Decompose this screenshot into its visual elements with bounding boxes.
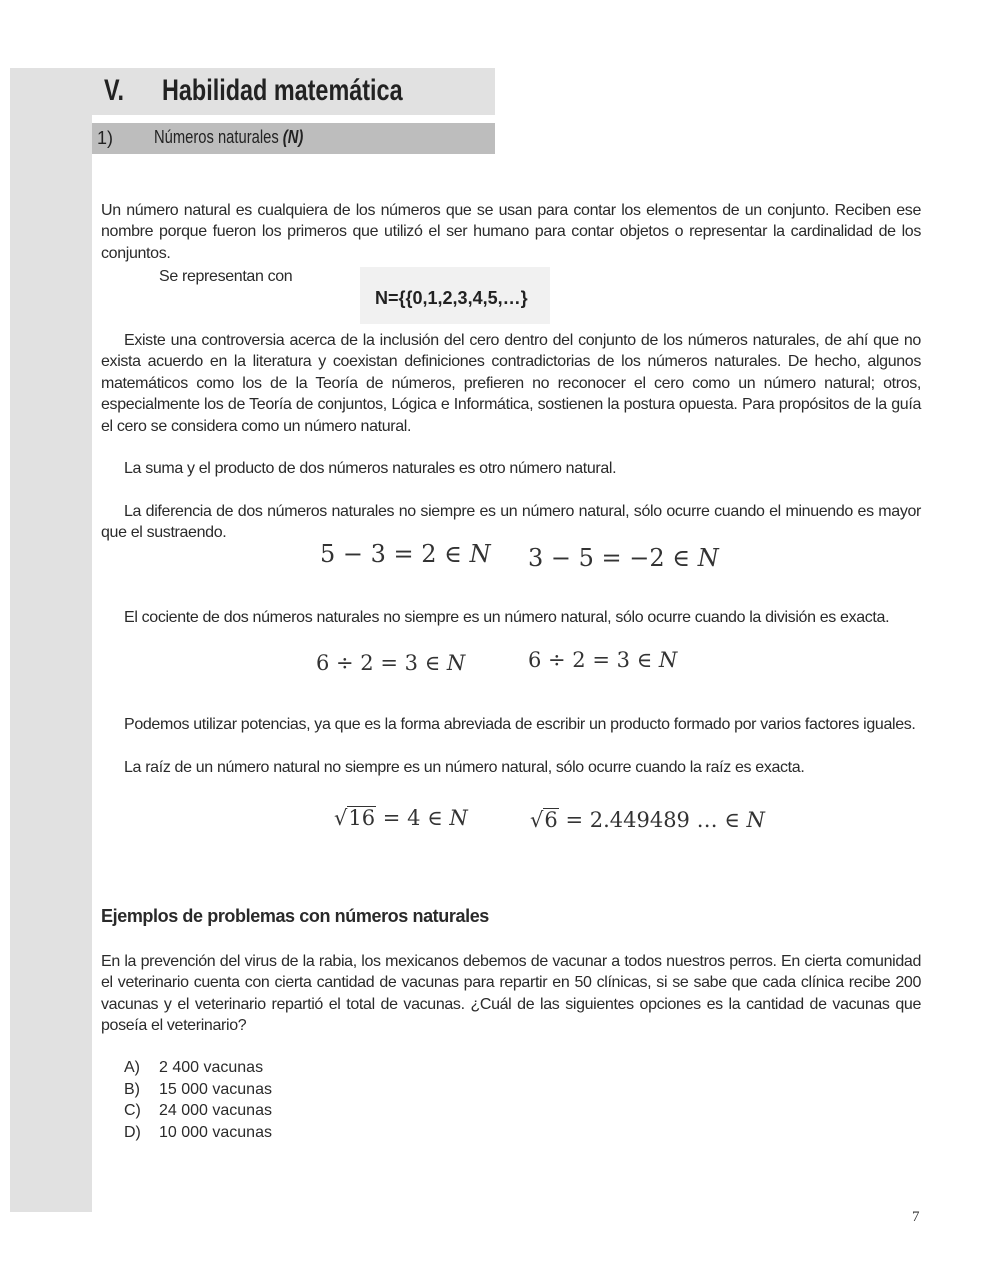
subsection-title bbox=[154, 127, 303, 148]
formula-quotient-b-expr: 6 ÷ 2 = 3 ∈ bbox=[528, 648, 659, 672]
option-b bbox=[124, 1079, 272, 1100]
option-text: 2 400 vacunas bbox=[159, 1059, 264, 1076]
option-d bbox=[124, 1122, 272, 1143]
natural-set-symbol: N bbox=[697, 544, 719, 572]
powers-paragraph: Podemos utilizar potencias, ya que es la forma abreviada de escribir un producto formado por varios factores iguales. bbox=[124, 716, 916, 733]
quotient-paragraph: El cociente de dos números naturales no siempre es un número natural, sólo ocurre cuando la división es exacta. bbox=[124, 609, 890, 626]
option-c bbox=[124, 1100, 272, 1121]
option-text: 24 000 vacunas bbox=[159, 1102, 272, 1119]
formula-quotient-a bbox=[316, 651, 465, 675]
formula-difference-negative bbox=[528, 544, 719, 572]
root-paragraph: La raíz de un número natural no siempre es un número natural, sólo ocurre cuando la raíz es exacta. bbox=[124, 759, 805, 776]
subsection-symbol: (N) bbox=[282, 127, 304, 147]
option-text: 10 000 vacunas bbox=[159, 1124, 272, 1141]
natural-set-symbol: N bbox=[446, 651, 466, 675]
option-text: 15 000 vacunas bbox=[159, 1081, 272, 1098]
difference-paragraph: La diferencia de dos números naturales no siempre es un número natural, sólo ocurre cuando el minuendo es mayor que el sustraendo. bbox=[101, 503, 921, 542]
section-number: V. bbox=[104, 74, 124, 107]
problem-paragraph: En la prevención del virus de la rabia, los mexicanos debemos de vacunar a todos nuestros perros. En cierta comunidad el veterinario cuenta con cierta cantidad de vacunas para repartir en 50 clínicas, si se sabe que cada clínica recibe 200 vacunas y el veterinario repartió el total de vacunas. ¿Cuál de las siguientes opciones es la cantidad de vacunas que poseía el veterinario? bbox=[101, 953, 921, 1035]
subsection-number: 1) bbox=[97, 128, 114, 148]
formula-root-inexact-rest: = 2.449489 … ∈ bbox=[558, 808, 747, 832]
formula-root-exact-rest: = 4 ∈ bbox=[376, 806, 450, 830]
natural-set-symbol: N bbox=[469, 540, 491, 568]
formula-quotient-a-expr: 6 ÷ 2 = 3 ∈ bbox=[316, 651, 447, 675]
examples-heading: Ejemplos de problemas con números naturales bbox=[101, 906, 489, 926]
formula-difference-natural-expr: 5 − 3 = 2 ∈ bbox=[320, 540, 470, 568]
natural-set-symbol: N bbox=[746, 808, 765, 832]
radicand: 6 bbox=[544, 808, 558, 832]
page-number: 7 bbox=[912, 1209, 920, 1225]
represent-label: Se representan con bbox=[159, 268, 293, 285]
formula-root-inexact bbox=[530, 808, 765, 832]
section-title: Habilidad matemática bbox=[162, 74, 403, 107]
radical-sign-icon: √ bbox=[530, 808, 544, 832]
radical-sign-icon: √ bbox=[334, 806, 348, 830]
subsection-title-text: Números naturales bbox=[154, 127, 283, 147]
option-a bbox=[124, 1057, 263, 1078]
natural-set-symbol: N bbox=[658, 648, 678, 672]
formula-quotient-b bbox=[528, 648, 677, 672]
formula-difference-negative-expr: 3 − 5 = −2 ∈ bbox=[528, 544, 698, 572]
intro-paragraph: Un número natural es cualquiera de los números que se usan para contar los elementos de un conjunto. Reciben ese nombre porque fueron los primeros que utilizó el ser humano para contar objetos o representar la cardinalidad de los conjuntos. bbox=[101, 202, 921, 262]
set-notation: N={{0,1,2,3,4,5,…} bbox=[375, 288, 528, 308]
formula-root-exact bbox=[334, 806, 468, 830]
option-letter: D) bbox=[124, 1124, 141, 1141]
formula-difference-natural bbox=[320, 540, 491, 568]
left-sidebar-band bbox=[10, 68, 92, 1212]
radicand: 16 bbox=[348, 806, 376, 830]
option-letter: A) bbox=[124, 1059, 140, 1076]
natural-set-symbol: N bbox=[449, 806, 468, 830]
option-letter: B) bbox=[124, 1081, 140, 1098]
controversy-paragraph: Existe una controversia acerca de la inclusión del cero dentro del conjunto de los números naturales, de ahí que no exista acuerdo en la literatura y coexistan definiciones contradictorias de los números naturales. De hecho, algunos matemáticos como los de la Teoría de números, prefieren no reconocer el cero como un número natural; otros, especialmente los de Teoría de conjuntos, Lógica e Informática, sostienen la postura opuesta. Para propósitos de la guía el cero se considera como un número natural. bbox=[101, 332, 921, 435]
option-letter: C) bbox=[124, 1102, 141, 1119]
sum-product-paragraph: La suma y el producto de dos números naturales es otro número natural. bbox=[124, 460, 617, 477]
